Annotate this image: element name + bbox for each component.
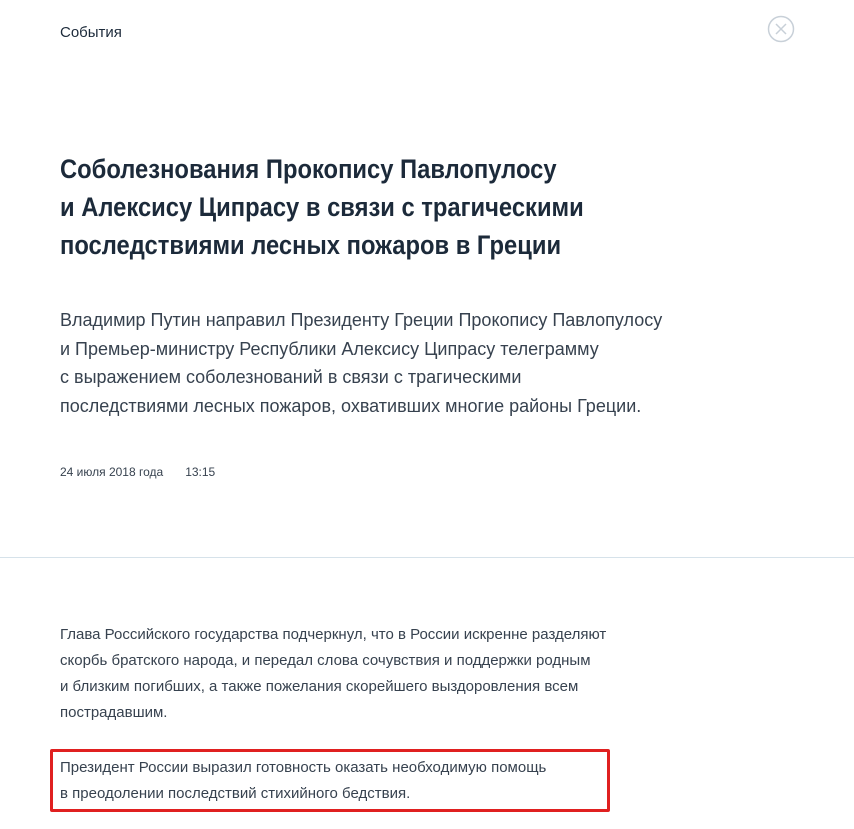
article-paragraph-line: и близким погибших, а также пожелания скорейшего выздоровления всем [60, 678, 579, 695]
close-button[interactable] [767, 15, 795, 43]
article-paragraph [60, 622, 700, 726]
article-lead-line: с выражением соболезнований в связи с трагическими [60, 367, 522, 387]
article-paragraph-line: пострадавшим. [60, 704, 168, 721]
article-title [60, 150, 588, 264]
article-title-line: последствиями лесных пожаров в Греции [60, 230, 562, 260]
article-lead-line: Владимир Путин направил Президенту Греции Прокопису Павлопулосу [60, 310, 663, 330]
article-title-line: и Алексису Ципрасу в связи с трагическими [60, 192, 584, 222]
section-label[interactable]: События [60, 24, 122, 41]
article-meta [60, 465, 215, 479]
article-paragraph-line: скорбь братского народа, и передал слова сочувствия и поддержки родным [60, 652, 591, 669]
close-circle-icon [767, 15, 795, 43]
article-paragraph-line: Глава Российского государства подчеркнул, что в России искренне разделяют [60, 626, 607, 643]
article-paragraph-line: Президент России выразил готовность оказать необходимую помощь [60, 759, 547, 776]
section-divider [0, 557, 854, 558]
article-title-line: Соболезнования Прокопису Павлопулосу [60, 154, 557, 184]
article-paragraph-highlighted [60, 755, 700, 807]
article-time: 13:15 [185, 465, 216, 479]
article-lead [60, 306, 740, 420]
article-paragraph-line: в преодолении последствий стихийного бедствия. [60, 785, 411, 802]
article-lead-line: последствиями лесных пожаров, охвативших многие районы Греции. [60, 395, 642, 416]
article-lead-line: и Премьер-министру Республики Алексису Ципрасу телеграмму [60, 338, 599, 359]
article-date: 24 июля 2018 года [60, 465, 164, 479]
